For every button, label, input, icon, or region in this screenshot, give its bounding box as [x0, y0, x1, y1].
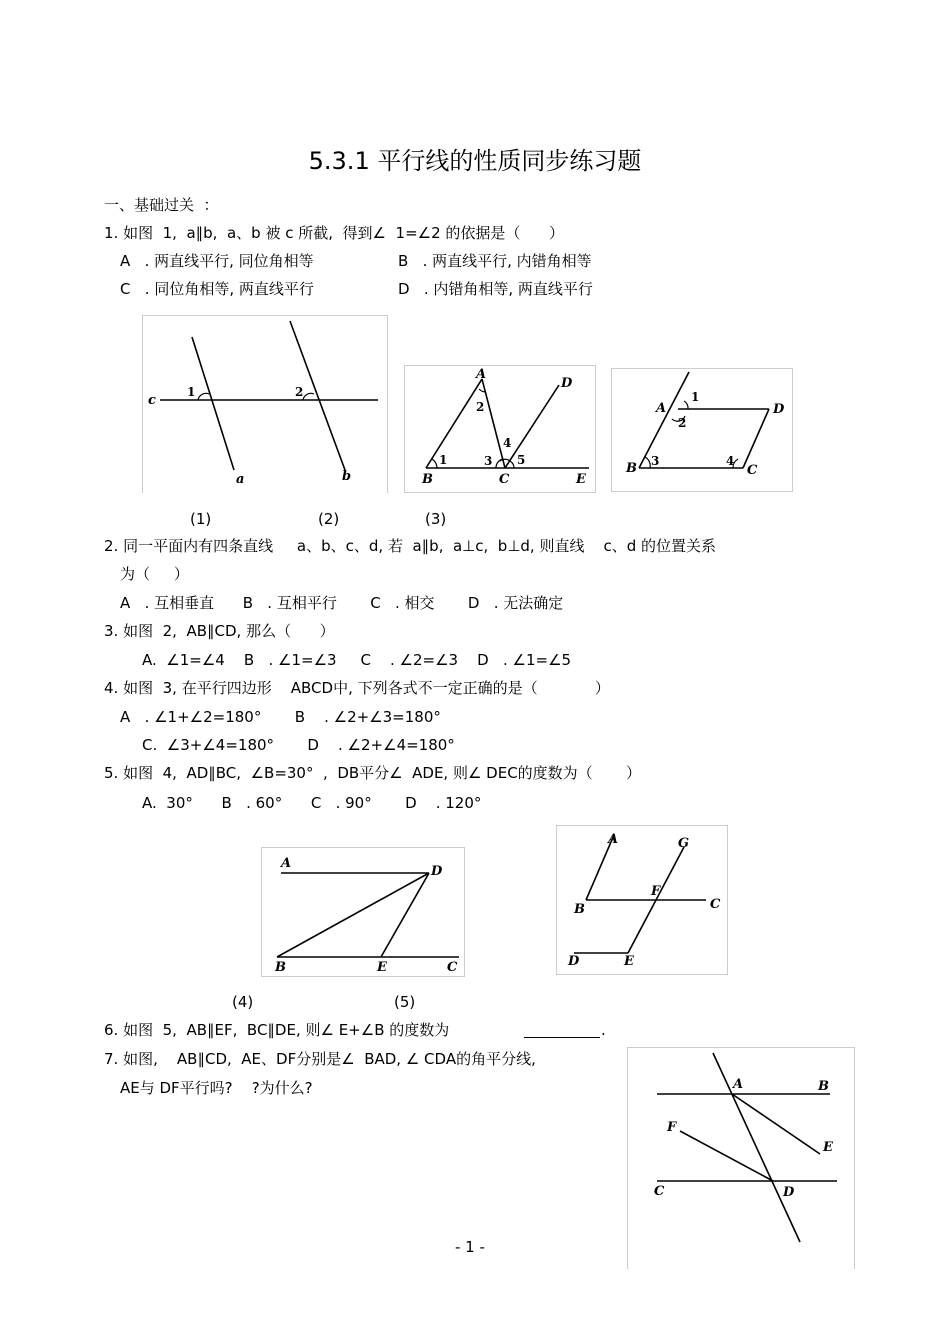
q1-option-c: C . 同位角相等, 两直线平行: [120, 280, 314, 298]
fig3-angle-1: 1: [691, 390, 700, 404]
figure-5: [556, 825, 728, 975]
q4-options-ab: A . ∠1+∠2=180° B . ∠2+∠3=180°: [120, 708, 441, 726]
fig5-label-B: B: [574, 902, 585, 917]
figure-4: [261, 847, 465, 977]
fig2-label-B: B: [422, 472, 433, 487]
fig5-label-E: E: [624, 954, 634, 969]
fig4-label-D: D: [431, 864, 443, 879]
q7-line-2: AE与 DF平行吗? ?为什么?: [120, 1079, 313, 1097]
figure-3: [611, 368, 793, 492]
fig1-angle-2: 2: [295, 385, 304, 399]
q4-options-cd: C. ∠3+∠4=180° D . ∠2+∠4=180°: [142, 736, 455, 754]
fig2-angle-2: 2: [476, 400, 485, 414]
section-heading: 一、基础过关 ：: [104, 196, 219, 214]
fig3-angle-2: 2: [678, 416, 687, 430]
fig3-angle-3: 3: [651, 454, 660, 468]
fig1-label-a: a: [236, 472, 245, 487]
page-number: - 1 -: [455, 1238, 485, 1256]
figure-1: [142, 315, 388, 493]
fig5-label-D: D: [568, 954, 580, 969]
fig3-label-B: B: [626, 461, 637, 476]
q2-stem: 2. 同一平面内有四条直线 a、b、c、d, 若 a∥b, a⊥c, b⊥d, 则直线 c、d 的位置关系: [104, 537, 717, 555]
q6-stem: 6. 如图 5, AB∥EF, BC∥DE, 则∠ E+∠B 的度数为: [104, 1021, 450, 1039]
q6-answer-blank[interactable]: [524, 1037, 600, 1038]
fig7-label-D: D: [783, 1185, 795, 1200]
q6-period: .: [601, 1021, 606, 1039]
fig7-label-A: A: [733, 1077, 744, 1092]
fig3-angle-4: 4: [726, 454, 735, 468]
q1-option-d: D . 内错角相等, 两直线平行: [398, 280, 593, 298]
q2-options: A . 互相垂直 B . 互相平行 C . 相交 D . 无法确定: [120, 594, 564, 612]
fig5-label-C: C: [710, 897, 721, 912]
fig1-label-c: c: [148, 393, 156, 408]
q7-line-1: 7. 如图, AB∥CD, AE、DF分别是∠ BAD, ∠ CDA的角平分线,: [104, 1050, 536, 1068]
q1-option-b: B . 两直线平行, 内错角相等: [398, 252, 592, 270]
q1-option-a: A . 两直线平行, 同位角相等: [120, 252, 314, 270]
caption-2: (2): [318, 510, 340, 528]
fig7-label-F: F: [667, 1120, 677, 1135]
fig3-label-D: D: [773, 402, 785, 417]
fig7-label-B: B: [818, 1079, 829, 1094]
q4-stem: 4. 如图 3, 在平行四边形 ABCD中, 下列各式不一定正确的是（ ）: [104, 679, 610, 697]
fig4-label-C: C: [447, 960, 458, 975]
fig2-label-A: A: [476, 367, 487, 382]
q2-stem-continued: 为（ ）: [120, 565, 189, 583]
fig2-label-D: D: [561, 376, 573, 391]
fig7-label-C: C: [654, 1184, 665, 1199]
q3-options: A. ∠1=∠4 B . ∠1=∠3 C . ∠2=∠3 D . ∠1=∠5: [142, 651, 572, 669]
fig5-label-G: G: [678, 836, 690, 851]
fig2-angle-5: 5: [517, 453, 526, 467]
fig3-label-C: C: [747, 463, 758, 478]
caption-5: (5): [394, 993, 416, 1011]
fig1-label-b: b: [342, 469, 352, 484]
fig5-label-A: A: [608, 832, 619, 847]
fig5-label-F: F: [651, 884, 661, 899]
fig2-angle-4: 4: [503, 436, 512, 450]
fig7-label-E: E: [823, 1140, 833, 1155]
caption-4: (4): [232, 993, 254, 1011]
fig2-angle-3: 3: [484, 454, 493, 468]
fig2-label-C: C: [499, 472, 510, 487]
fig2-angle-1: 1: [439, 453, 448, 467]
fig3-label-A: A: [656, 401, 667, 416]
fig2-label-E: E: [576, 472, 586, 487]
q5-options: A. 30° B . 60° C . 90° D . 120°: [142, 794, 482, 812]
q1-stem: 1. 如图 1, a∥b, a、b 被 c 所截, 得到∠ 1=∠2 的依据是（ ）: [104, 224, 565, 242]
q3-stem: 3. 如图 2, AB∥CD, 那么（ ）: [104, 622, 335, 640]
fig4-label-A: A: [281, 856, 292, 871]
figure-2: [404, 365, 596, 493]
page-title: 5.3.1 平行线的性质同步练习题: [308, 147, 642, 175]
caption-3: (3): [425, 510, 447, 528]
q5-stem: 5. 如图 4, AD∥BC, ∠B=30° , DB平分∠ ADE, 则∠ DEC的度数为（ ）: [104, 764, 642, 782]
caption-1: (1): [190, 510, 212, 528]
fig4-label-B: B: [275, 960, 286, 975]
fig4-label-E: E: [377, 960, 387, 975]
figure-7: [627, 1047, 855, 1269]
fig1-angle-1: 1: [187, 385, 196, 399]
